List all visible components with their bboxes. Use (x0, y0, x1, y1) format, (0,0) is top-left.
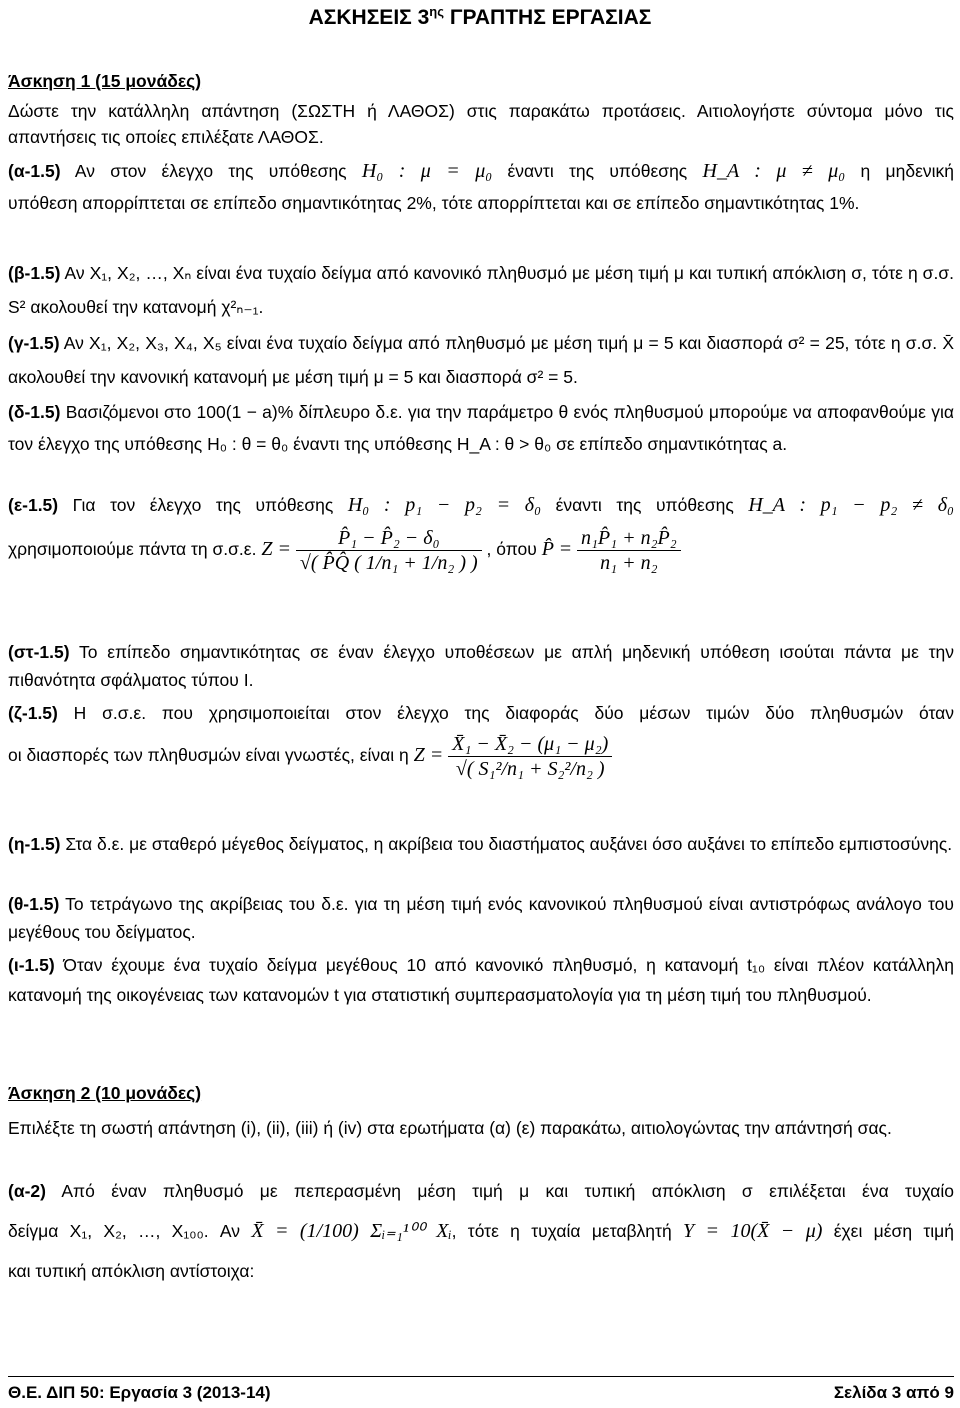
page-footer (8, 1376, 954, 1403)
item-theta: (θ-1.5) Το τετράγωνο της ακρίβειας του δ.ε. για τη μέση τιμή ενός κανονικού πληθυσμού είναι αντιστρόφως ανάλογο του μεγέθους του δείγματος. (8, 894, 954, 942)
footer-course: Θ.Ε. ΔΙΠ 50: Εργασία 3 (2013-14) (8, 1383, 271, 1402)
item-a: (α-1.5) Αν στον έλεγχο της υπόθεσης H₀ : μ = μ₀ έναντι της υπόθεσης H_A : μ ≠ μ₀ η μηδενική υπόθεση απορρίπτεται σε επίπεδο σημαντικότητας 2%, τότε απορρίπτεται και σε επίπεδο σημαντικότητας 1%. (8, 160, 954, 213)
z-diff-fraction: $\frac{\text{X̄₁ − X̄₂ − (μ₁ − μ₂)}}{\text{√( S₁²/n₁ + S₂²/n₂ )}}$ (448, 732, 612, 781)
exercise-1-intro: Δώστε την κατάλληλη απάντηση (ΣΩΣΤΗ ή ΛΑΘΟΣ) στις παρακάτω προτάσεις. Αιτιολογήστε σύντομα μόνο τις απαντήσεις τις οποίες επιλέξατε ΛΑΘΟΣ. (8, 101, 954, 147)
item-e: (ε-1.5) Για τον έλεγχο της υπόθεσης H₀ : p₁ − p₂ = δ₀ έναντι της υπόθεσης H_A : p₁ − p₂ ≠ δ₀ χρησιμοποιούμε πάντα τη σ.σ.ε. Z = $\frac{\text{P̂₁ − P̂₂ − δ₀}}{\text{√( P̂Q̂ ( 1/n₁ + 1/n₂ ) )}}$ , όπου P̂ = $\frac{\text{n₁P̂₁ + n₂P̂₂}}{\text{n₁ + n₂}}$ (8, 494, 954, 574)
z-fraction: $\frac{\text{P̂₁ − P̂₂ − δ₀}}{\text{√( P̂Q̂ ( 1/n₁ + 1/n₂ ) )}}$ (296, 526, 482, 575)
item-eta: (η-1.5) Στα δ.ε. με σταθερό μέγεθος δείγματος, η ακρίβεια του διαστήματος αυξάνει όσο αυξάνει το επίπεδο εμπιστοσύνης. (8, 834, 953, 854)
exercise-1-heading: Άσκηση 1 (15 μονάδες) (8, 71, 202, 91)
item-z: (ζ-1.5) Η σ.σ.ε. που χρησιμοποιείται στον έλεγχο της διαφοράς δύο μέσων τιμών δύο πληθυσμών όταν οι διασπορές των πληθυσμών είναι γνωστές, είναι η Z = $\frac{\text{X̄₁ − X̄₂ − (μ₁ − μ₂)}}{\text{√( S₁²/n₁ + S₂²/n₂ )}}$ (8, 703, 954, 780)
exercise-2-heading: Άσκηση 2 (10 μονάδες) (8, 1083, 202, 1103)
exercise-2-intro: Επιλέξτε τη σωστή απάντηση (i), (ii), (iii) ή (iv) στα ερωτήματα (α) (ε) παρακάτω, αιτιολογώντας την απάντησή σας. (8, 1118, 892, 1138)
page-title: ΑΣΚΗΣΕΙΣ $3^{\eta\varsigma}$ ΓΡΑΠΤΗΣ ΕΡΓΑΣΙΑΣ (308, 4, 652, 29)
item-e-formula: χρησιμοποιούμε πάντα τη σ.σ.ε. Z = $\frac{\text{P̂₁ − P̂₂ − δ₀}}{\text{√( P̂Q̂ ( 1/n₁ + 1/n₂ ) )}}$ , όπου P̂ = $\frac{\text{n₁P̂₁ + n₂P̂₂}}{\text{n₁ + n₂}}$ (8, 526, 954, 575)
item-c: (γ-1.5) Αν X₁, X₂, X₃, X₄, X₅ είναι ένα τυχαίο δείγμα από πληθυσμό με μέση τιμή μ = 5 και διασπορά σ² = 25, τότε η σ.σ. X̄ ακολουθεί την κανονική κατανομή με μέση τιμή μ = 5 και διασπορά σ² = 5. (8, 333, 954, 387)
item-iota: (ι-1.5) Όταν έχουμε ένα τυχαίο δείγμα μεγέθους 10 από κανονικό πληθυσμό, η κατανομή t₁₀ είναι πλέον κατάλληλη κατανομή της οικογένειας των κατανομών t για στατιστική συμπερασματολογία για τη μέση τιμή του πληθυσμού. (8, 955, 954, 1005)
item-2a: (α-2) Από έναν πληθυσμό με πεπερασμένη μέση τιμή μ και τυπική απόκλιση σ επιλέξεται ένα τυχαίο δείγμα X₁, X₂, …, X₁₀₀. Αν X̄ = (1/100) Σᵢ₌₁¹⁰⁰ Xᵢ, τότε η τυχαία μεταβλητή Y = 10(X̄ − μ) έχει μέση τιμή και τυπική απόκλιση αντίστοιχα: (8, 1181, 954, 1281)
footer-page-number: Σελίδα 3 από 9 (833, 1383, 954, 1402)
item-st: (στ-1.5) Το επίπεδο σημαντικότητας σε έναν έλεγχο υποθέσεων με απλή μηδενική υπόθεση ισούται πάντα με την πιθανότητα σφάλματος τύπου Ι. (8, 642, 955, 690)
p-fraction: $\frac{\text{n₁P̂₁ + n₂P̂₂}}{\text{n₁ + n₂}}$ (577, 526, 681, 575)
item-d: (δ-1.5) Βασιζόμενοι στο 100(1 − a)% δίπλευρο δ.ε. για την παράμετρο θ ενός πληθυσμού μπορούμε να αποφανθούμε για τον έλεγχο της υπόθεσης H₀ : θ = θ₀ έναντι της υπόθεσης H_A : θ > θ₀ σε επίπεδο σημαντικότητας a. (8, 402, 954, 454)
item-b: (β-1.5) Αν X₁, X₂, …, Xₙ είναι ένα τυχαίο δείγμα από κανονικό πληθυσμό με μέση τιμή μ και τυπική απόκλιση σ, τότε η σ.σ. S² ακολουθεί την κατανομή χ²ₙ₋₁. (8, 263, 954, 317)
